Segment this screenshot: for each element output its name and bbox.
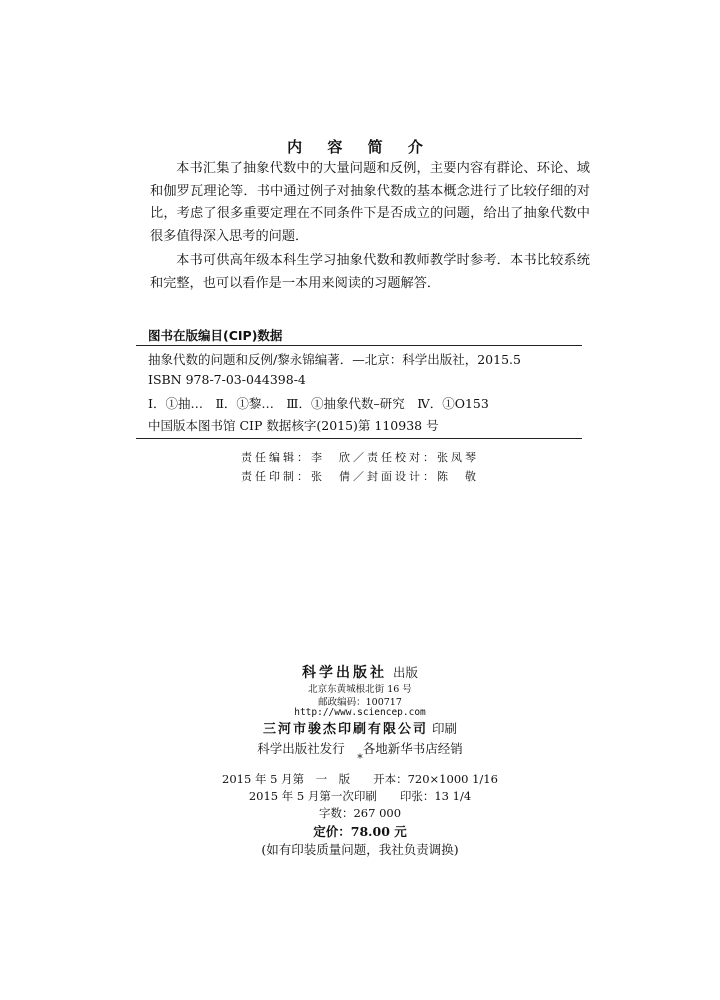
publisher-suffix: 出版 xyxy=(392,665,418,680)
printer-suffix: 印刷 xyxy=(432,721,458,736)
separator-star: * xyxy=(357,752,363,765)
summary-paragraph-1-text: 本书汇集了抽象代数中的大量问题和反例，主要内容有群论、环论、域和伽罗瓦理论等．书中通过例子对抽象代数的基本概念进行了比较仔细的对比，考虑了很多重要定理在不同条件下是否成立的问题，给出了抽象代数中很多值得深入思考的问题． xyxy=(150,161,590,244)
cip-line-isbn: ISBN 978-7-03-044398-4 xyxy=(148,372,306,387)
credits-production: 责任印制：张 倩／封面设计：陈 敬 xyxy=(241,470,479,483)
summary-paragraph-1 xyxy=(150,158,590,248)
distributor: 科学出版社发行 xyxy=(257,741,345,756)
seller: 各地新华书店经销 xyxy=(362,741,463,756)
cip-line-subjects: Ⅰ．①抽… Ⅱ．①黎… Ⅲ．①抽象代数–研究 Ⅳ．①O153 xyxy=(148,396,489,411)
cip-line-title-author: 抽象代数的问题和反例/黎永锦编著．—北京：科学出版社，2015.5 xyxy=(148,352,521,367)
publisher-logo: 科学出版社 xyxy=(301,665,387,681)
summary-paragraph-2-text: 本书可供高年级本科生学习抽象代数和教师教学时参考．本书比较系统和完整，也可以看作是一本用来阅读的习题解答． xyxy=(150,253,590,291)
publisher-postcode: 邮政编码：100717 xyxy=(318,697,402,708)
publisher-address: 北京东黄城根北街 16 号 xyxy=(308,684,412,695)
edition-line: 2015 年 5 月第 一 版 开本：720×1000 1/16 xyxy=(222,772,498,786)
publisher-website: http://www.sciencep.com xyxy=(294,707,426,718)
printer-name: 三河市骏杰印刷有限公司 xyxy=(262,722,428,737)
price: 定价：78.00 元 xyxy=(313,824,407,839)
cip-top-rule xyxy=(136,345,582,346)
summary-paragraph-2 xyxy=(150,250,590,295)
cip-line-catalog: 中国版本图书馆 CIP 数据核字(2015)第 110938 号 xyxy=(148,418,439,433)
page-title: 内 容 简 介 xyxy=(287,138,433,156)
publisher-line xyxy=(0,662,720,682)
printer-line xyxy=(0,718,720,737)
credits-editors: 责任编辑：李 欣／责任校对：张凤琴 xyxy=(241,451,479,464)
word-count: 字数：267 000 xyxy=(318,806,402,820)
cip-bottom-rule xyxy=(136,438,582,439)
printing-line: 2015 年 5 月第一次印刷 印张：13 1/4 xyxy=(248,789,472,803)
cip-title: 图书在版编目(CIP)数据 xyxy=(148,328,283,343)
quality-notice: (如有印装质量问题，我社负责调换) xyxy=(261,842,459,857)
